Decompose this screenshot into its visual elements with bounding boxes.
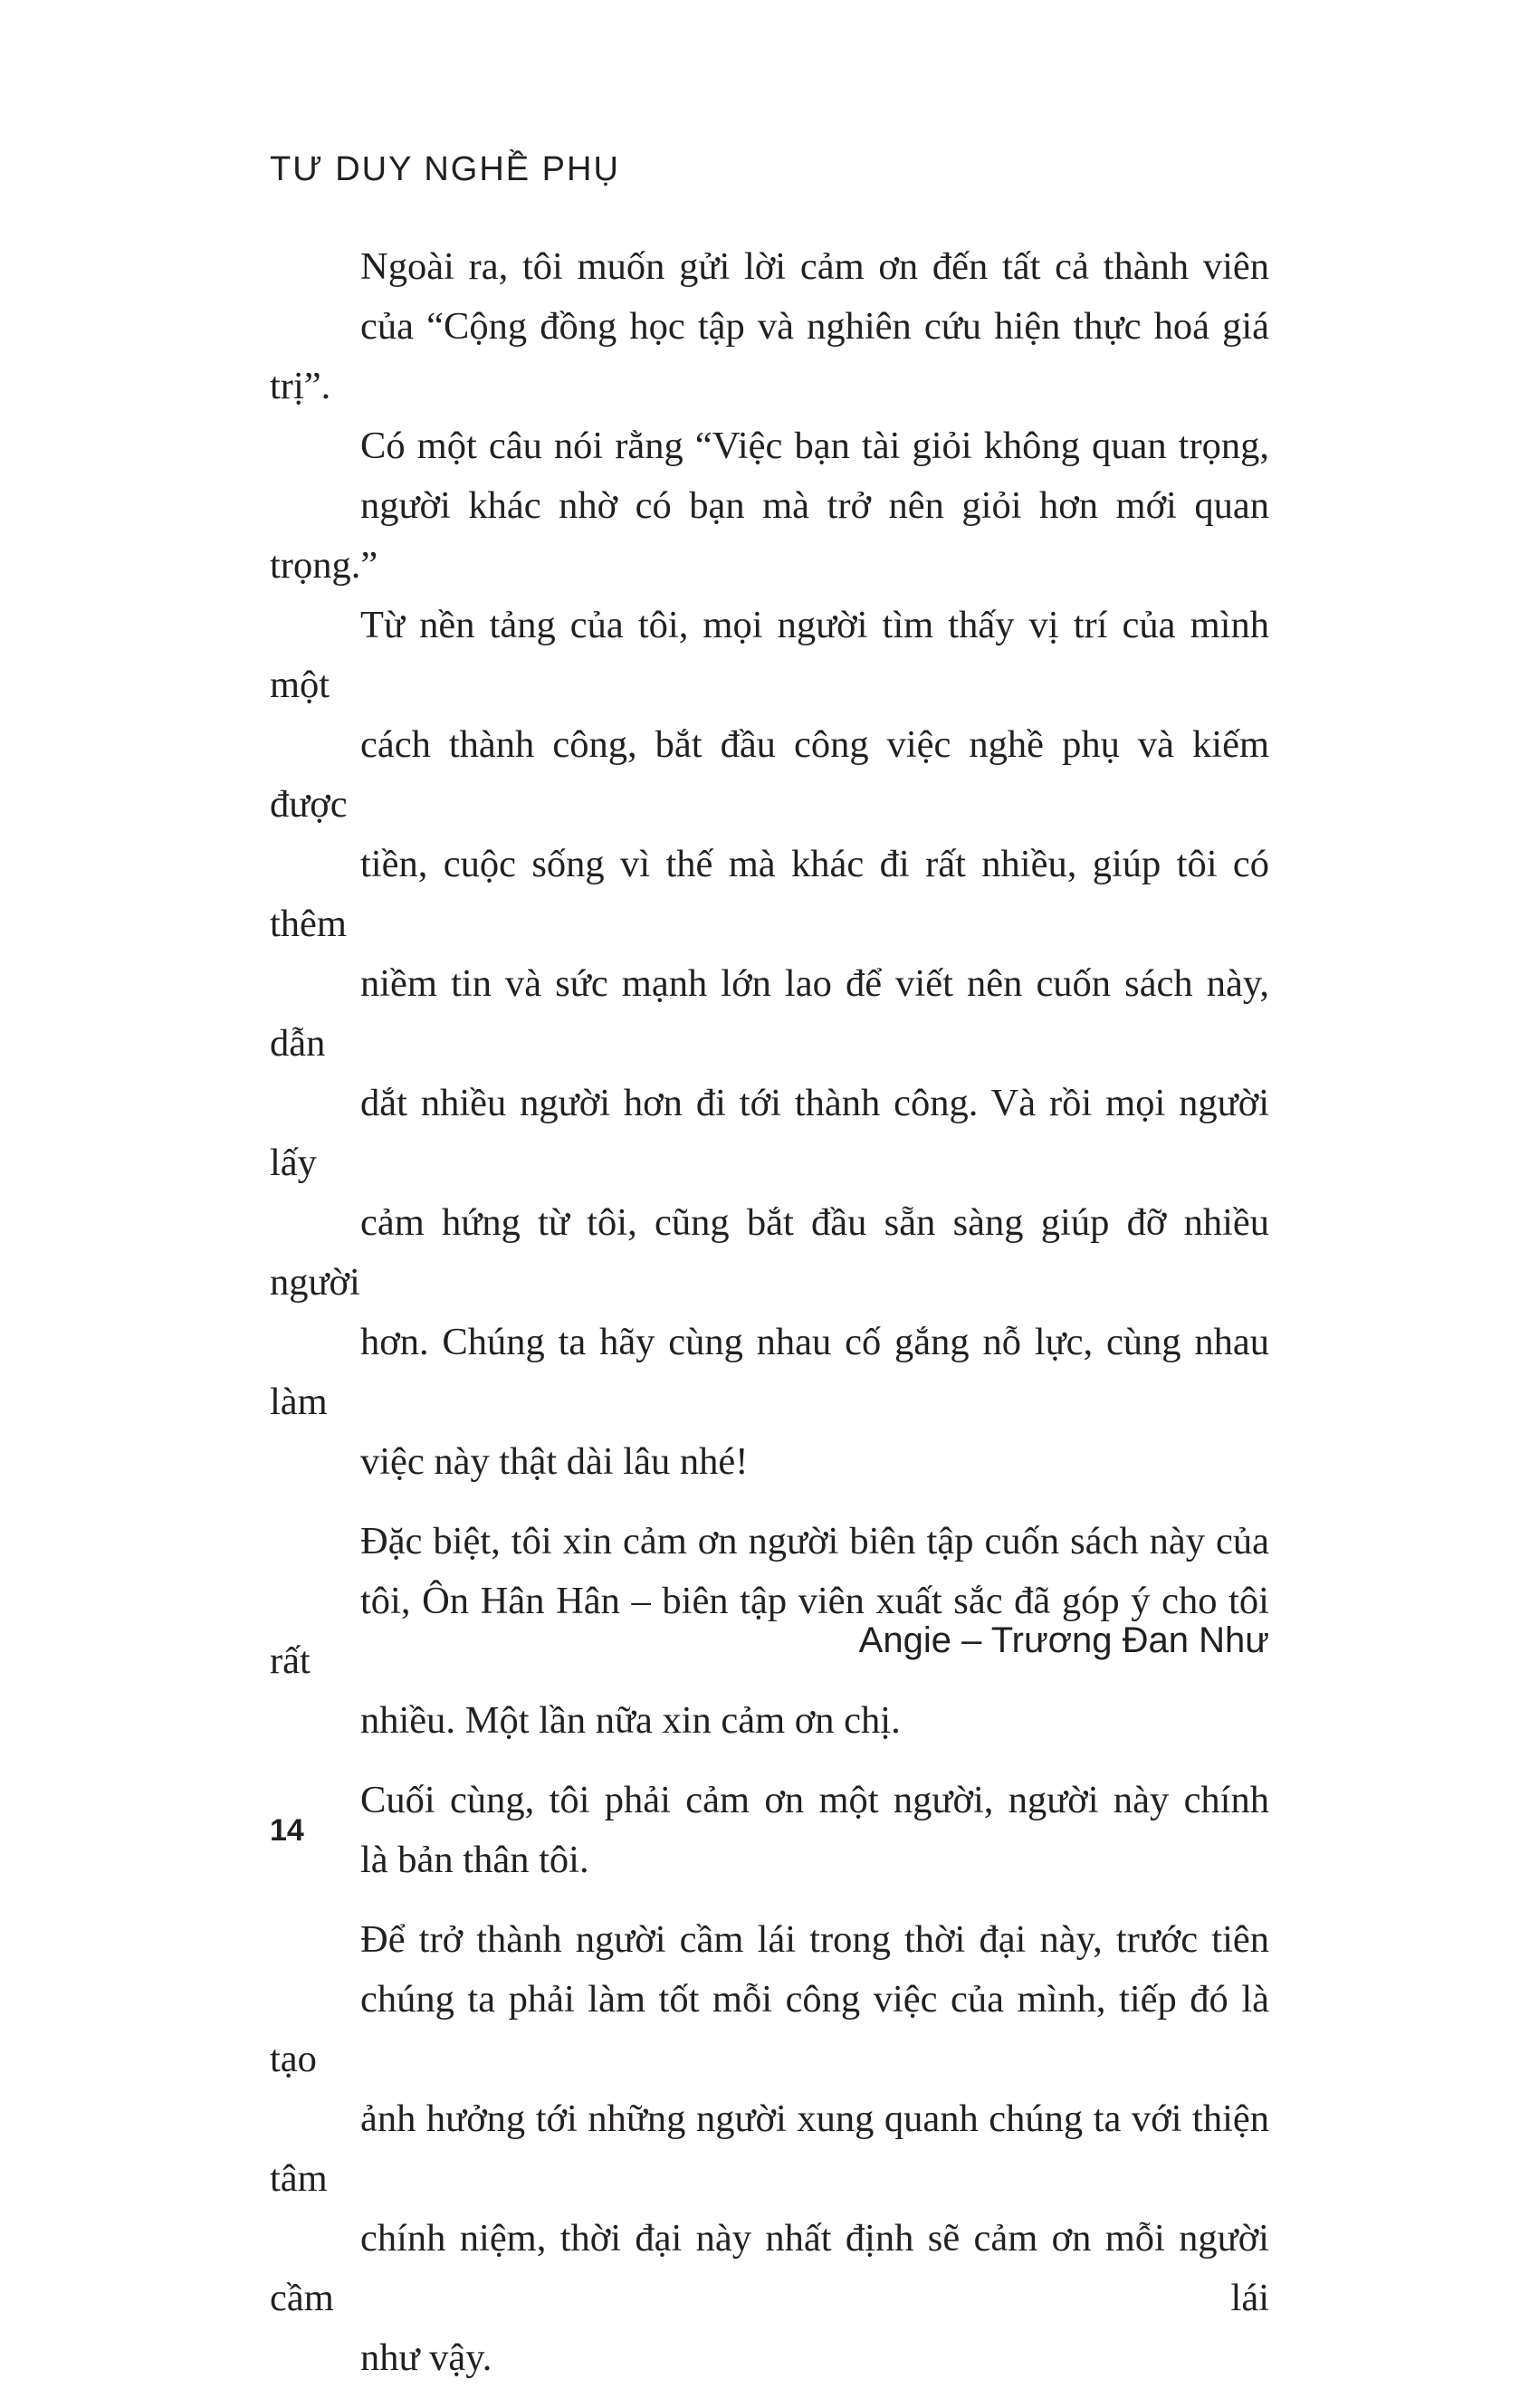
page-number: 14 xyxy=(270,1813,304,1848)
text-line: của “Cộng đồng học tập và nghiên cứu hiện thực hoá giá trị”. xyxy=(270,305,1269,407)
text-line: cách thành công, bắt đầu công việc nghề phụ và kiếm được xyxy=(270,723,1269,826)
paragraph-acknowledgement-community xyxy=(270,237,1269,1492)
text-line: là bản thân tôi. xyxy=(360,1839,589,1881)
text-line: chính niệm, thời đại này nhất định sẽ cảm ơn mỗi người cầm lái xyxy=(270,2217,1269,2319)
body-text xyxy=(270,237,1269,2408)
text-line: tôi, Ôn Hân Hân – biên tập viên xuất sắc đã góp ý cho tôi rất xyxy=(270,1580,1269,1682)
text-line: người khác nhờ có bạn mà trở nên giỏi hơn mới quan trọng.” xyxy=(270,484,1269,587)
paragraph-closing xyxy=(270,1910,1269,2388)
text-line: Đặc biệt, tôi xin cảm ơn người biên tập cuốn sách này của xyxy=(360,1520,1269,1562)
text-line: Ngoài ra, tôi muốn gửi lời cảm ơn đến tất cả thành viên xyxy=(360,245,1269,288)
text-line: việc này thật dài lâu nhé! xyxy=(360,1440,749,1483)
text-line: Cuối cùng, tôi phải cảm ơn một người, người này chính xyxy=(360,1779,1269,1821)
paragraph-acknowledgement-self xyxy=(270,1771,1269,1890)
text-line: tiền, cuộc sống vì thế mà khác đi rất nhiều, giúp tôi có thêm xyxy=(270,843,1269,945)
text-line: Từ nền tảng của tôi, mọi người tìm thấy vị trí của mình một xyxy=(270,604,1269,706)
text-line: chúng ta phải làm tốt mỗi công việc của mình, tiếp đó là tạo xyxy=(270,1978,1269,2080)
author-signature: Angie – Trương Đan Như xyxy=(858,1620,1269,1660)
text-line: niềm tin và sức mạnh lớn lao để viết nên cuốn sách này, dẫn xyxy=(270,962,1269,1065)
text-line: Có một câu nói rằng “Việc bạn tài giỏi không quan trọng, xyxy=(360,425,1269,467)
text-line: như vậy. xyxy=(360,2336,492,2379)
text-line: Để trở thành người cầm lái trong thời đại này, trước tiên xyxy=(360,1918,1269,1961)
text-line: hơn. Chúng ta hãy cùng nhau cố gắng nỗ lực, cùng nhau làm xyxy=(270,1321,1269,1423)
text-line: cảm hứng từ tôi, cũng bắt đầu sẵn sàng giúp đỡ nhiều người xyxy=(270,1201,1269,1304)
text-line: ảnh hưởng tới những người xung quanh chúng ta với thiện tâm xyxy=(270,2097,1269,2200)
text-line: dắt nhiều người hơn đi tới thành công. Và rồi mọi người lấy xyxy=(270,1082,1269,1184)
text-line: nhiều. Một lần nữa xin cảm ơn chị. xyxy=(360,1699,901,1742)
running-header-title: TƯ DUY NGHỀ PHỤ xyxy=(270,150,620,188)
